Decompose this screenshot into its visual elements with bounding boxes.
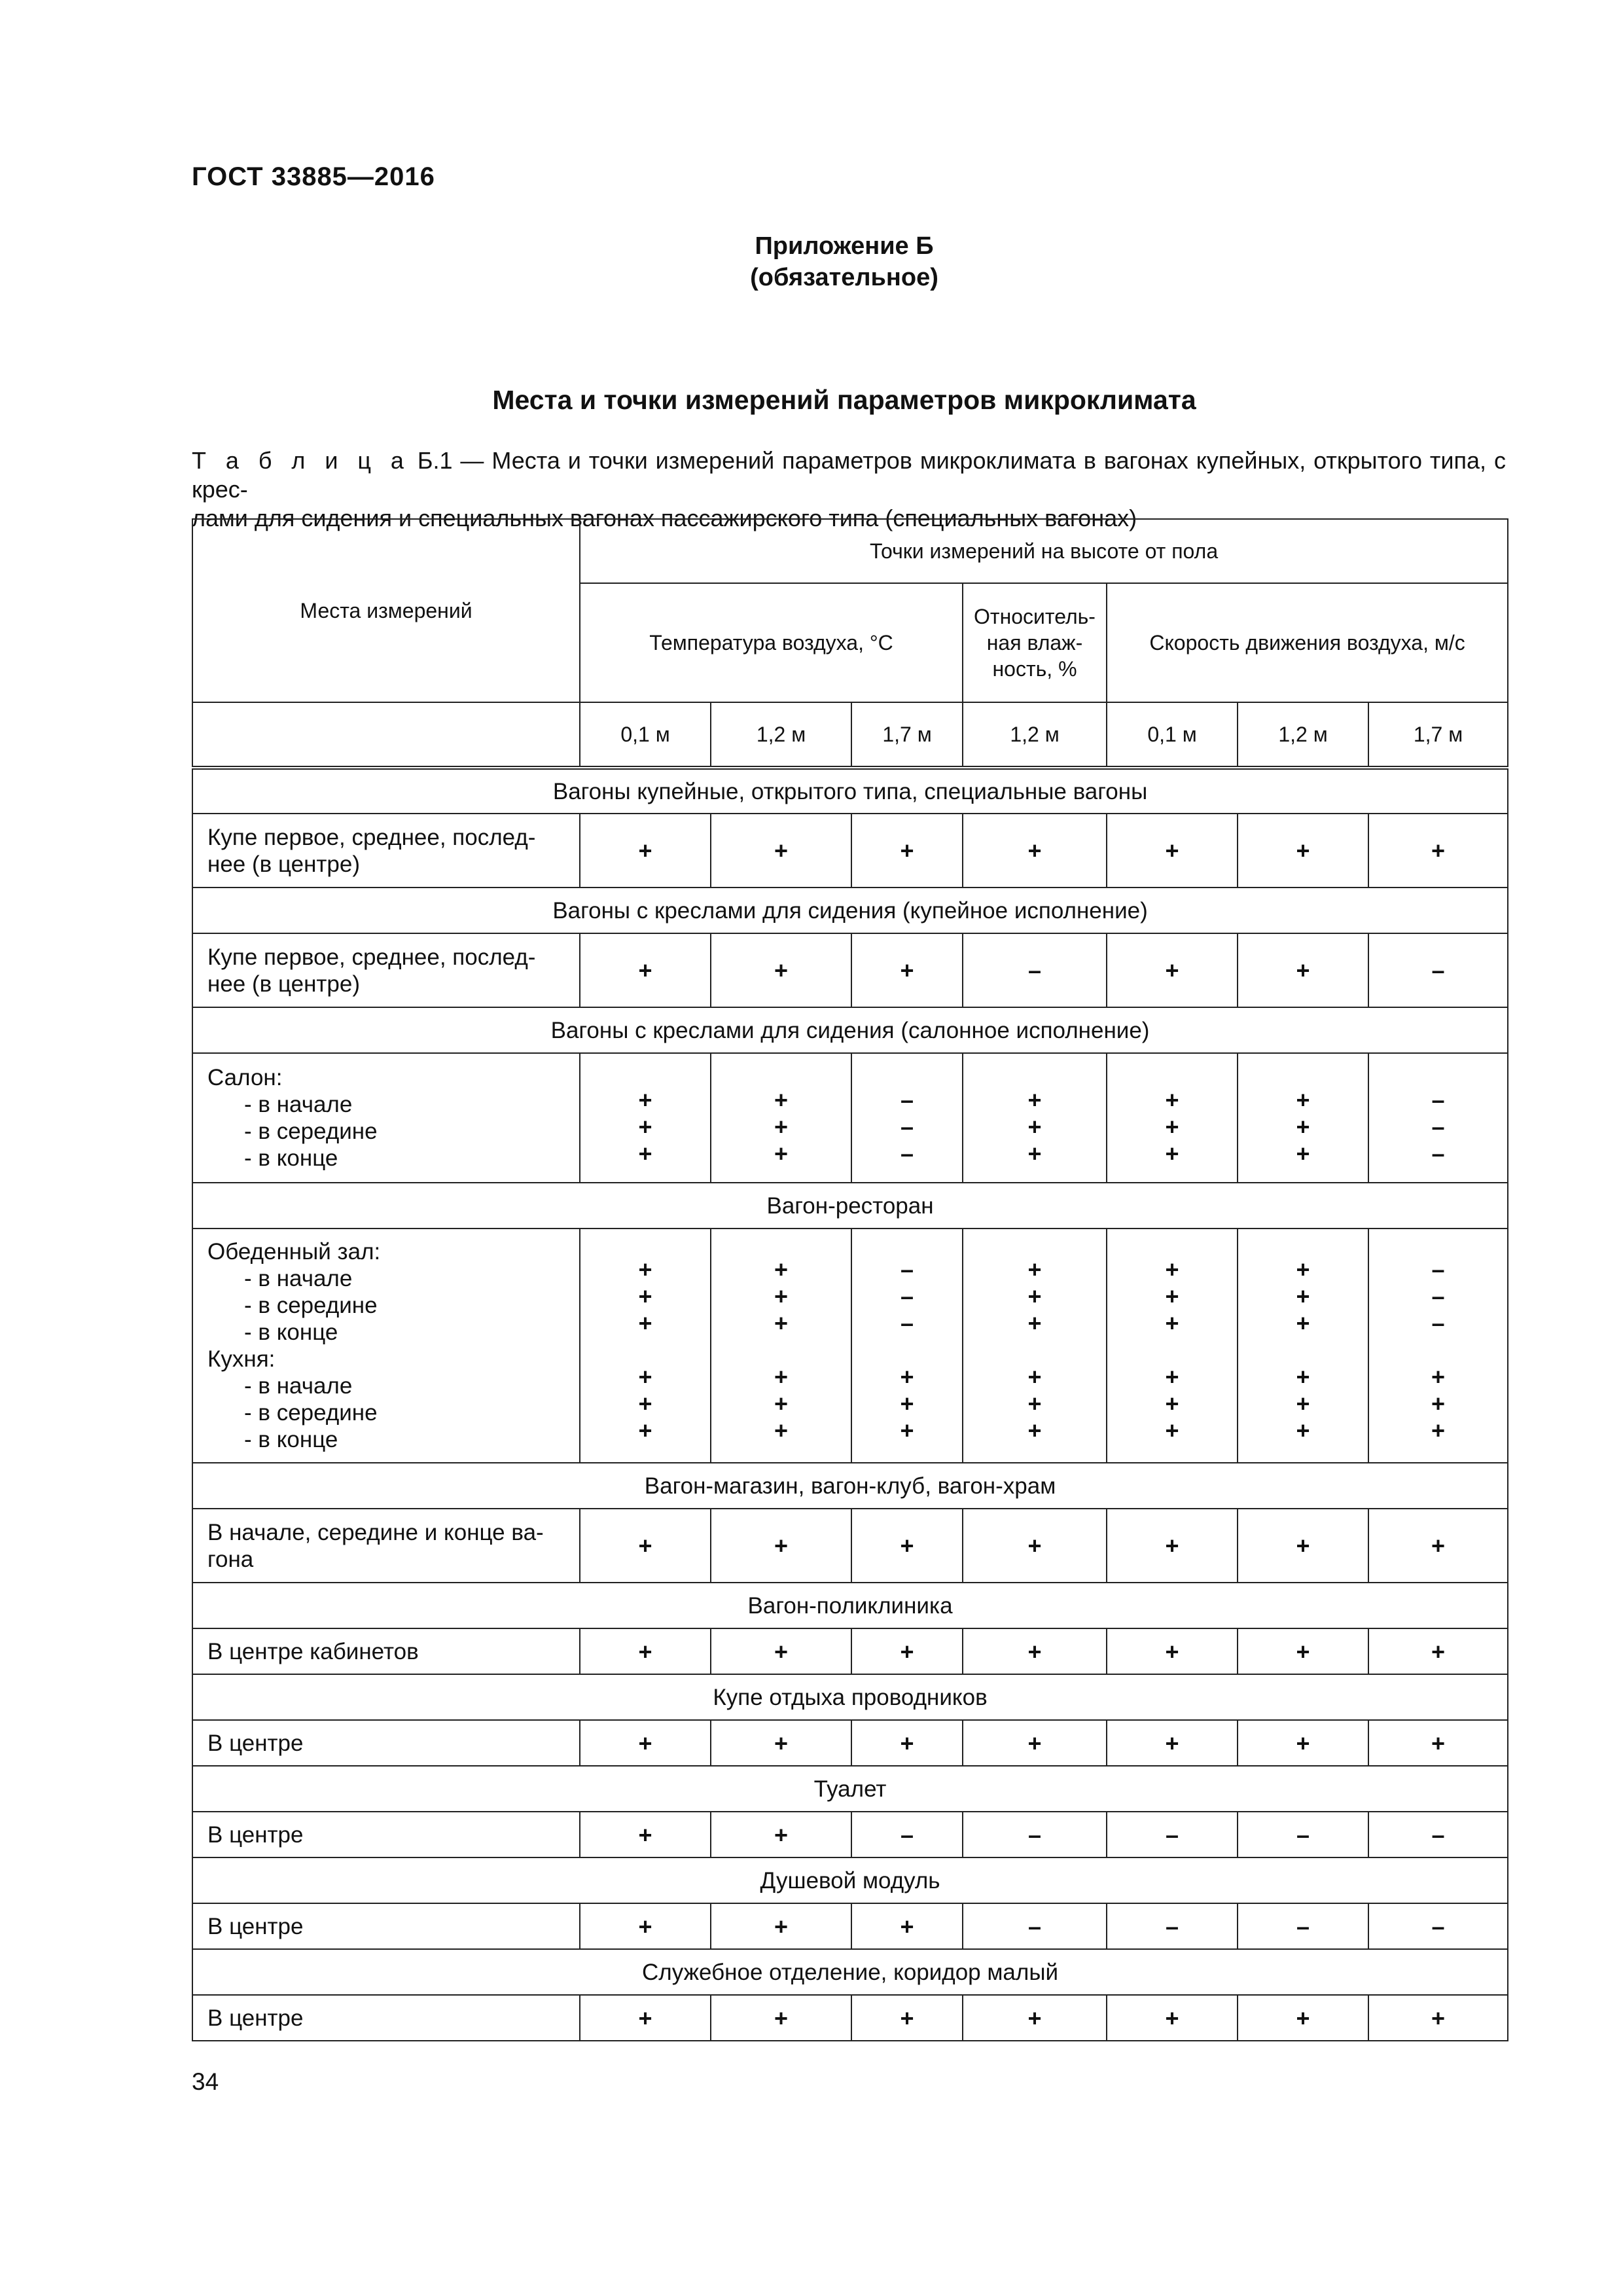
mark-cell <box>1368 1229 1508 1463</box>
place-cell <box>192 933 580 1007</box>
mark-cell <box>851 933 963 1007</box>
mark: + <box>774 1310 789 1336</box>
place-line: - в середине <box>244 1293 378 1318</box>
section-title: Места и точки измерений параметров микроклимата <box>492 385 1196 415</box>
mark-cell <box>1238 1053 1368 1183</box>
mark: + <box>1296 957 1310 984</box>
mark: + <box>638 1638 652 1665</box>
header-humidity-line: ность, % <box>992 657 1077 681</box>
mark: + <box>900 2004 914 2032</box>
mark: + <box>1296 2004 1310 2032</box>
mark: + <box>1165 1390 1179 1417</box>
mark-cell <box>1107 1229 1238 1463</box>
mark: – <box>900 1140 914 1167</box>
mark: + <box>1431 1729 1446 1757</box>
mark: – <box>1431 1113 1445 1140</box>
mark-cell <box>851 814 963 888</box>
mark: + <box>1431 1638 1446 1665</box>
mark-cell <box>1368 1628 1508 1674</box>
mark-cell <box>1238 1628 1368 1674</box>
mark: – <box>900 1310 914 1336</box>
mark: + <box>1296 1363 1310 1390</box>
header-height: 1,2 м <box>711 702 851 768</box>
mark: + <box>1165 1417 1179 1444</box>
mark: – <box>1165 1821 1179 1848</box>
mark: + <box>900 1363 914 1390</box>
place-line: - в середине <box>244 1119 378 1144</box>
mark-cell <box>580 1995 711 2041</box>
place-cell <box>192 814 580 888</box>
mark: + <box>774 1113 789 1140</box>
mark-cell <box>711 1229 851 1463</box>
mark-cell <box>963 1628 1107 1674</box>
mark: + <box>1296 1086 1310 1113</box>
mark: + <box>638 1821 652 1848</box>
mark-cell <box>963 1053 1107 1183</box>
mark: + <box>638 1390 652 1417</box>
mark-cell <box>963 1720 1107 1766</box>
mark-cell <box>851 1812 963 1857</box>
mark: + <box>638 1086 652 1113</box>
section-title-cell: Вагон-ресторан <box>192 1183 1508 1229</box>
microclimate-table <box>192 518 1508 2041</box>
mark: + <box>1296 1729 1310 1757</box>
mark: – <box>900 1086 914 1113</box>
place-line: В центре кабинетов <box>207 1638 419 1664</box>
mark-cell <box>1238 1720 1368 1766</box>
place-line: - в начале <box>244 1266 353 1291</box>
mark-cell <box>1238 814 1368 888</box>
mark: + <box>1027 1638 1042 1665</box>
mark: + <box>638 2004 652 2032</box>
mark-cell <box>580 1720 711 1766</box>
mark: – <box>900 1821 914 1848</box>
header-height: 1,2 м <box>963 702 1107 768</box>
mark-cell <box>711 1903 851 1949</box>
place-cell <box>192 1903 580 1949</box>
mark: + <box>1296 1310 1310 1336</box>
mark: + <box>1165 1363 1179 1390</box>
table-row <box>192 1720 1508 1766</box>
place-line: - в начале <box>244 1092 353 1117</box>
mark-cell <box>851 1628 963 1674</box>
section-row <box>192 888 1508 933</box>
table-row <box>192 933 1508 1007</box>
document-designation: ГОСТ 33885—2016 <box>192 162 435 191</box>
place-line: Купе первое, среднее, послед- <box>207 944 536 970</box>
mark: + <box>638 1532 652 1559</box>
header-height: 1,7 м <box>851 702 963 768</box>
mark-cell <box>1238 1995 1368 2041</box>
place-line: Обеденный зал: <box>207 1239 381 1265</box>
section-row <box>192 768 1508 814</box>
place-line: Кухня: <box>207 1346 276 1372</box>
section-row <box>192 1463 1508 1509</box>
mark-cell <box>963 933 1107 1007</box>
mark-cell <box>711 1509 851 1583</box>
mark: + <box>774 957 789 984</box>
mark: + <box>1296 1256 1310 1283</box>
mark-cell <box>711 1053 851 1183</box>
appendix-status: (обязательное) <box>750 264 938 291</box>
mark: + <box>774 1417 789 1444</box>
mark: + <box>774 1086 789 1113</box>
header-humidity-line: ная влаж- <box>986 631 1083 655</box>
mark: – <box>1431 1912 1445 1940</box>
place-line: В центре <box>207 1821 304 1848</box>
mark: + <box>638 1417 652 1444</box>
mark-cell <box>711 933 851 1007</box>
mark-cell <box>1368 1812 1508 1857</box>
mark: + <box>1165 1140 1179 1167</box>
mark: + <box>1165 837 1179 864</box>
place-line: В центре <box>207 2005 304 2031</box>
mark: + <box>774 1729 789 1757</box>
mark-cell <box>1238 1903 1368 1949</box>
mark: + <box>1027 1086 1042 1113</box>
mark: + <box>774 1363 789 1390</box>
mark: – <box>1431 1086 1445 1113</box>
mark: – <box>1431 957 1445 984</box>
table-caption-line-2: лами для сидения и специальных вагонах пассажирского типа (специальных вагонах) <box>192 505 1137 531</box>
mark: – <box>1027 957 1042 984</box>
mark: + <box>1296 1113 1310 1140</box>
mark: + <box>900 1390 914 1417</box>
table-row <box>192 1229 1508 1463</box>
mark: + <box>1296 1140 1310 1167</box>
mark-cell <box>580 814 711 888</box>
mark-cell <box>963 1903 1107 1949</box>
mark: + <box>774 1140 789 1167</box>
mark: + <box>1027 1390 1042 1417</box>
mark: + <box>638 1283 652 1310</box>
mark: – <box>1027 1912 1042 1940</box>
mark: + <box>638 837 652 864</box>
mark-cell <box>1368 1995 1508 2041</box>
section-row <box>192 1183 1508 1229</box>
mark: + <box>1027 1310 1042 1336</box>
mark: – <box>1296 1821 1310 1848</box>
mark: + <box>1165 1086 1179 1113</box>
place-line: - в конце <box>244 1319 338 1345</box>
section-title-cell: Вагоны с креслами для сидения (купейное исполнение) <box>192 888 1508 933</box>
mark-cell <box>1107 1995 1238 2041</box>
mark: + <box>1296 1638 1310 1665</box>
section-title-cell: Купе отдыха проводников <box>192 1674 1508 1720</box>
mark: – <box>900 1256 914 1283</box>
place-line: Купе первое, среднее, послед- <box>207 824 536 850</box>
mark: + <box>774 1532 789 1559</box>
mark-cell <box>711 1812 851 1857</box>
place-line: - в середине <box>244 1400 378 1426</box>
place-cell <box>192 1720 580 1766</box>
header-height: 1,7 м <box>1368 702 1508 768</box>
header-temperature: Температура воздуха, °С <box>580 583 963 702</box>
place-cell <box>192 1053 580 1183</box>
table-row <box>192 1053 1508 1183</box>
mark-cell <box>580 1903 711 1949</box>
mark: + <box>774 1912 789 1940</box>
mark: + <box>1027 1729 1042 1757</box>
header-points: Точки измерений на высоте от пола <box>580 519 1508 583</box>
table-caption-label: Т а б л и ц а <box>192 447 410 474</box>
place-cell <box>192 1995 580 2041</box>
mark-cell <box>1107 1509 1238 1583</box>
place-cell <box>192 1628 580 1674</box>
mark-cell <box>851 1053 963 1183</box>
mark-cell <box>851 1229 963 1463</box>
mark-cell <box>963 1995 1107 2041</box>
mark: + <box>1027 1283 1042 1310</box>
header-places: Места измерений <box>192 519 580 702</box>
mark-cell <box>580 1812 711 1857</box>
mark-cell <box>580 1628 711 1674</box>
mark: + <box>1027 1532 1042 1559</box>
mark: + <box>1027 1140 1042 1167</box>
mark: – <box>900 1283 914 1310</box>
mark: + <box>774 1390 789 1417</box>
mark-cell <box>1368 1053 1508 1183</box>
header-empty <box>192 702 580 768</box>
mark-cell <box>1107 1053 1238 1183</box>
mark: + <box>1431 1532 1446 1559</box>
mark: + <box>1431 1390 1446 1417</box>
mark: + <box>1027 837 1042 864</box>
mark: + <box>1296 1283 1310 1310</box>
mark: + <box>900 1912 914 1940</box>
mark-cell <box>963 1812 1107 1857</box>
mark: + <box>638 1729 652 1757</box>
mark: + <box>900 1638 914 1665</box>
mark-cell <box>1238 1812 1368 1857</box>
mark: + <box>638 1113 652 1140</box>
mark-cell <box>1107 1812 1238 1857</box>
place-line: нее (в центре) <box>207 971 361 997</box>
section-row <box>192 1949 1508 1995</box>
mark: + <box>1431 837 1446 864</box>
place-line: - в начале <box>244 1373 353 1399</box>
mark: + <box>1165 1310 1179 1336</box>
section-title-cell: Вагоны купейные, открытого типа, специальные вагоны <box>192 768 1508 814</box>
place-line: В начале, середине и конце ва- <box>207 1519 544 1545</box>
mark: + <box>1165 1256 1179 1283</box>
mark-cell <box>711 1995 851 2041</box>
header-height: 0,1 м <box>580 702 711 768</box>
section-row <box>192 1857 1508 1903</box>
place-cell <box>192 1229 580 1463</box>
place-line: В центре <box>207 1730 304 1756</box>
place-line: гона <box>207 1546 254 1572</box>
mark: + <box>900 1417 914 1444</box>
mark: + <box>638 1256 652 1283</box>
mark: + <box>1296 1532 1310 1559</box>
mark: + <box>1296 1390 1310 1417</box>
place-cell <box>192 1812 580 1857</box>
mark-cell <box>1368 1720 1508 1766</box>
place-line: нее (в центре) <box>207 851 361 877</box>
mark-cell <box>851 1995 963 2041</box>
mark-cell <box>580 1229 711 1463</box>
mark: – <box>1431 1140 1445 1167</box>
mark-cell <box>1238 933 1368 1007</box>
mark: – <box>1027 1821 1042 1848</box>
mark-cell <box>1107 933 1238 1007</box>
section-row <box>192 1766 1508 1812</box>
mark-cell <box>1238 1509 1368 1583</box>
mark: + <box>1165 1113 1179 1140</box>
mark: + <box>774 1821 789 1848</box>
section-row <box>192 1674 1508 1720</box>
place-line: - в конце <box>244 1427 338 1452</box>
mark: + <box>638 1310 652 1336</box>
mark: + <box>638 1363 652 1390</box>
mark: + <box>774 837 789 864</box>
mark-cell <box>711 1720 851 1766</box>
mark-cell <box>851 1903 963 1949</box>
mark-cell <box>1107 814 1238 888</box>
mark-cell <box>963 814 1107 888</box>
mark-cell <box>1107 1903 1238 1949</box>
mark-cell <box>1238 1229 1368 1463</box>
table-body <box>192 768 1508 2041</box>
mark-cell <box>963 1229 1107 1463</box>
mark: – <box>1165 1912 1179 1940</box>
section-row <box>192 1583 1508 1628</box>
mark-cell <box>1107 1628 1238 1674</box>
mark: + <box>774 1256 789 1283</box>
table-row <box>192 814 1508 888</box>
header-height: 0,1 м <box>1107 702 1238 768</box>
mark: + <box>1431 1363 1446 1390</box>
mark: + <box>900 837 914 864</box>
section-title-cell: Душевой модуль <box>192 1857 1508 1903</box>
table-caption-line-1: Б.1 — Места и точки измерений параметров микроклимата в вагонах купейных, открытого типа, с крес- <box>192 447 1506 503</box>
mark-cell <box>580 1509 711 1583</box>
mark: + <box>638 1912 652 1940</box>
mark-cell <box>580 1053 711 1183</box>
mark: + <box>1165 1532 1179 1559</box>
mark: + <box>1165 1638 1179 1665</box>
mark: + <box>1027 2004 1042 2032</box>
mark: + <box>900 1532 914 1559</box>
mark-cell <box>963 1509 1107 1583</box>
mark: – <box>1431 1256 1445 1283</box>
appendix-title: Приложение Б <box>755 232 934 260</box>
mark: – <box>900 1113 914 1140</box>
mark: + <box>1027 1417 1042 1444</box>
mark: + <box>1296 837 1310 864</box>
page-number: 34 <box>192 2068 219 2095</box>
mark: + <box>900 957 914 984</box>
mark-cell <box>1368 814 1508 888</box>
mark: + <box>1027 1363 1042 1390</box>
section-title-cell: Вагон-магазин, вагон-клуб, вагон-храм <box>192 1463 1508 1509</box>
mark-cell <box>1368 933 1508 1007</box>
mark: + <box>1165 2004 1179 2032</box>
mark-cell <box>1107 1720 1238 1766</box>
header-height: 1,2 м <box>1238 702 1368 768</box>
section-title-cell: Туалет <box>192 1766 1508 1812</box>
mark-cell <box>711 1628 851 1674</box>
mark: + <box>774 1638 789 1665</box>
place-line: Салон: <box>207 1065 283 1090</box>
section-title-cell: Служебное отделение, коридор малый <box>192 1949 1508 1995</box>
section-title-cell: Вагоны с креслами для сидения (салонное исполнение) <box>192 1007 1508 1053</box>
table-row <box>192 1509 1508 1583</box>
table-row <box>192 1628 1508 1674</box>
place-line: - в конце <box>244 1145 338 1171</box>
table-row <box>192 1812 1508 1857</box>
mark: + <box>1165 1729 1179 1757</box>
mark-cell <box>1368 1509 1508 1583</box>
place-cell <box>192 1509 580 1583</box>
mark: + <box>638 957 652 984</box>
mark: – <box>1431 1821 1445 1848</box>
mark-cell <box>711 814 851 888</box>
mark-cell <box>580 933 711 1007</box>
table-row <box>192 1995 1508 2041</box>
table-row <box>192 1903 1508 1949</box>
mark: + <box>1165 957 1179 984</box>
section-title-cell: Вагон-поликлиника <box>192 1583 1508 1628</box>
section-row <box>192 1007 1508 1053</box>
mark: + <box>774 1283 789 1310</box>
mark-cell <box>1368 1903 1508 1949</box>
mark: + <box>1165 1283 1179 1310</box>
mark: – <box>1431 1283 1445 1310</box>
header-humidity <box>963 583 1107 702</box>
mark: + <box>774 2004 789 2032</box>
mark: – <box>1296 1912 1310 1940</box>
mark: + <box>1027 1256 1042 1283</box>
mark-cell <box>851 1720 963 1766</box>
appendix-heading <box>0 230 1623 293</box>
mark: + <box>1027 1113 1042 1140</box>
header-air-speed: Скорость движения воздуха, м/с <box>1107 583 1508 702</box>
mark: + <box>1431 2004 1446 2032</box>
mark: – <box>1431 1310 1445 1336</box>
mark: + <box>900 1729 914 1757</box>
mark: + <box>1296 1417 1310 1444</box>
header-humidity-line: Относитель- <box>974 605 1096 628</box>
mark: + <box>1431 1417 1446 1444</box>
mark: + <box>638 1140 652 1167</box>
mark-cell <box>851 1509 963 1583</box>
place-line: В центре <box>207 1913 304 1939</box>
